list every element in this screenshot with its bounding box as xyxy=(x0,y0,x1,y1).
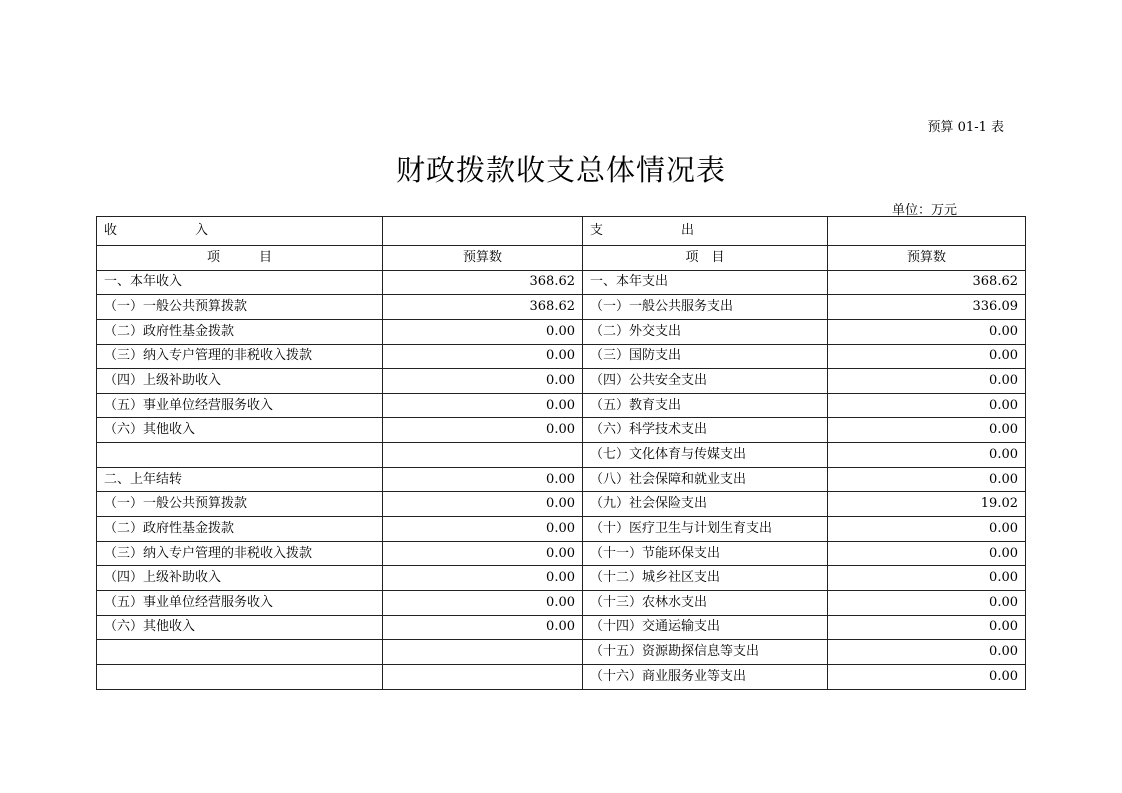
expense-item-cell: （十二）城乡社区支出 xyxy=(583,566,828,591)
table-row xyxy=(97,640,1026,665)
expense-item-cell: （四）公共安全支出 xyxy=(583,369,828,394)
income-item-cell xyxy=(97,443,383,468)
income-value-cell: 0.00 xyxy=(383,615,583,640)
income-value-cell: 0.00 xyxy=(383,566,583,591)
expense-value-cell: 0.00 xyxy=(828,664,1026,689)
income-value-cell xyxy=(383,443,583,468)
table-row xyxy=(97,369,1026,394)
income-value-cell: 0.00 xyxy=(383,492,583,517)
expense-value-cell: 0.00 xyxy=(828,590,1026,615)
expense-item-cell: （一）一般公共服务支出 xyxy=(583,295,828,320)
table-row xyxy=(97,418,1026,443)
expense-value-cell: 0.00 xyxy=(828,615,1026,640)
income-item-cell: （六）其他收入 xyxy=(97,418,383,443)
table-row xyxy=(97,590,1026,615)
income-value-cell: 0.00 xyxy=(383,344,583,369)
income-item-cell: （三）纳入专户管理的非税收入拨款 xyxy=(97,344,383,369)
table-row xyxy=(97,541,1026,566)
expense-item-cell: （十三）农林水支出 xyxy=(583,590,828,615)
budget-table xyxy=(96,216,1026,690)
income-value-cell: 0.00 xyxy=(383,418,583,443)
expense-value-cell: 0.00 xyxy=(828,467,1026,492)
expense-item-cell: （十一）节能环保支出 xyxy=(583,541,828,566)
income-item-cell: 一、本年收入 xyxy=(97,270,383,295)
table-row xyxy=(97,270,1026,295)
expense-item-cell: （七）文化体育与传媒支出 xyxy=(583,443,828,468)
income-value-cell: 368.62 xyxy=(383,295,583,320)
income-item-cell: （三）纳入专户管理的非税收入拨款 xyxy=(97,541,383,566)
expense-value-cell: 19.02 xyxy=(828,492,1026,517)
table-body xyxy=(97,270,1026,689)
income-budget-header: 预算数 xyxy=(383,246,583,271)
expense-item-cell: （十）医疗卫生与计划生育支出 xyxy=(583,517,828,542)
table-row xyxy=(97,319,1026,344)
page-title: 财政拨款收支总体情况表 xyxy=(395,153,726,187)
table-row xyxy=(97,467,1026,492)
income-item-cell: （四）上级补助收入 xyxy=(97,566,383,591)
table-row xyxy=(97,295,1026,320)
expense-item-cell: 一、本年支出 xyxy=(583,270,828,295)
expense-header: 支 出 xyxy=(583,217,828,246)
income-value-cell xyxy=(383,640,583,665)
expense-item-cell: （二）外交支出 xyxy=(583,319,828,344)
expense-value-cell: 0.00 xyxy=(828,566,1026,591)
income-item-cell xyxy=(97,640,383,665)
income-value-cell: 0.00 xyxy=(383,590,583,615)
expense-item-header: 项 目 xyxy=(583,246,828,271)
income-value-cell: 0.00 xyxy=(383,319,583,344)
table-row xyxy=(97,344,1026,369)
income-header: 收 入 xyxy=(97,217,383,246)
expense-value-cell: 0.00 xyxy=(828,541,1026,566)
expense-item-cell: （三）国防支出 xyxy=(583,344,828,369)
expense-item-cell: （五）教育支出 xyxy=(583,393,828,418)
table-row xyxy=(97,393,1026,418)
income-item-cell: （一）一般公共预算拨款 xyxy=(97,492,383,517)
table-row xyxy=(97,615,1026,640)
income-item-cell: （五）事业单位经营服务收入 xyxy=(97,590,383,615)
income-value-cell: 0.00 xyxy=(383,467,583,492)
income-item-cell: 二、上年结转 xyxy=(97,467,383,492)
expense-item-cell: （十五）资源勘探信息等支出 xyxy=(583,640,828,665)
form-number: 预算 01-1 表 xyxy=(927,120,1004,135)
expense-value-cell: 0.00 xyxy=(828,418,1026,443)
income-value-cell: 0.00 xyxy=(383,369,583,394)
expense-item-cell: （九）社会保险支出 xyxy=(583,492,828,517)
income-item-cell: （四）上级补助收入 xyxy=(97,369,383,394)
income-value-cell: 0.00 xyxy=(383,517,583,542)
income-value-cell: 368.62 xyxy=(383,270,583,295)
expense-value-cell: 0.00 xyxy=(828,369,1026,394)
income-value-cell: 0.00 xyxy=(383,393,583,418)
table-row xyxy=(97,517,1026,542)
expense-value-cell: 336.09 xyxy=(828,295,1026,320)
income-item-cell: （五）事业单位经营服务收入 xyxy=(97,393,383,418)
expense-value-cell: 0.00 xyxy=(828,640,1026,665)
table-row xyxy=(97,492,1026,517)
expense-item-cell: （六）科学技术支出 xyxy=(583,418,828,443)
income-value-cell: 0.00 xyxy=(383,541,583,566)
expense-item-cell: （十六）商业服务业等支出 xyxy=(583,664,828,689)
expense-value-cell: 0.00 xyxy=(828,517,1026,542)
expense-value-cell: 0.00 xyxy=(828,443,1026,468)
income-item-cell xyxy=(97,664,383,689)
expense-value-cell: 0.00 xyxy=(828,344,1026,369)
expense-item-cell: （十四）交通运输支出 xyxy=(583,615,828,640)
table-row xyxy=(97,664,1026,689)
income-item-cell: （二）政府性基金拨款 xyxy=(97,319,383,344)
income-item-cell: （二）政府性基金拨款 xyxy=(97,517,383,542)
expense-value-cell: 0.00 xyxy=(828,319,1026,344)
table-row xyxy=(97,566,1026,591)
income-item-header: 项 目 xyxy=(97,246,383,271)
income-item-cell: （一）一般公共预算拨款 xyxy=(97,295,383,320)
expense-item-cell: （八）社会保障和就业支出 xyxy=(583,467,828,492)
income-item-cell: （六）其他收入 xyxy=(97,615,383,640)
expense-budget-header: 预算数 xyxy=(828,246,1026,271)
table-row xyxy=(97,443,1026,468)
income-value-cell xyxy=(383,664,583,689)
expense-value-cell: 0.00 xyxy=(828,393,1026,418)
expense-value-cell: 368.62 xyxy=(828,270,1026,295)
table-header-row xyxy=(97,217,1026,246)
expense-header-blank xyxy=(828,217,1026,246)
table-subheader-row xyxy=(97,246,1026,271)
income-header-blank xyxy=(383,217,583,246)
unit-label: 单位：万元 xyxy=(892,203,958,218)
